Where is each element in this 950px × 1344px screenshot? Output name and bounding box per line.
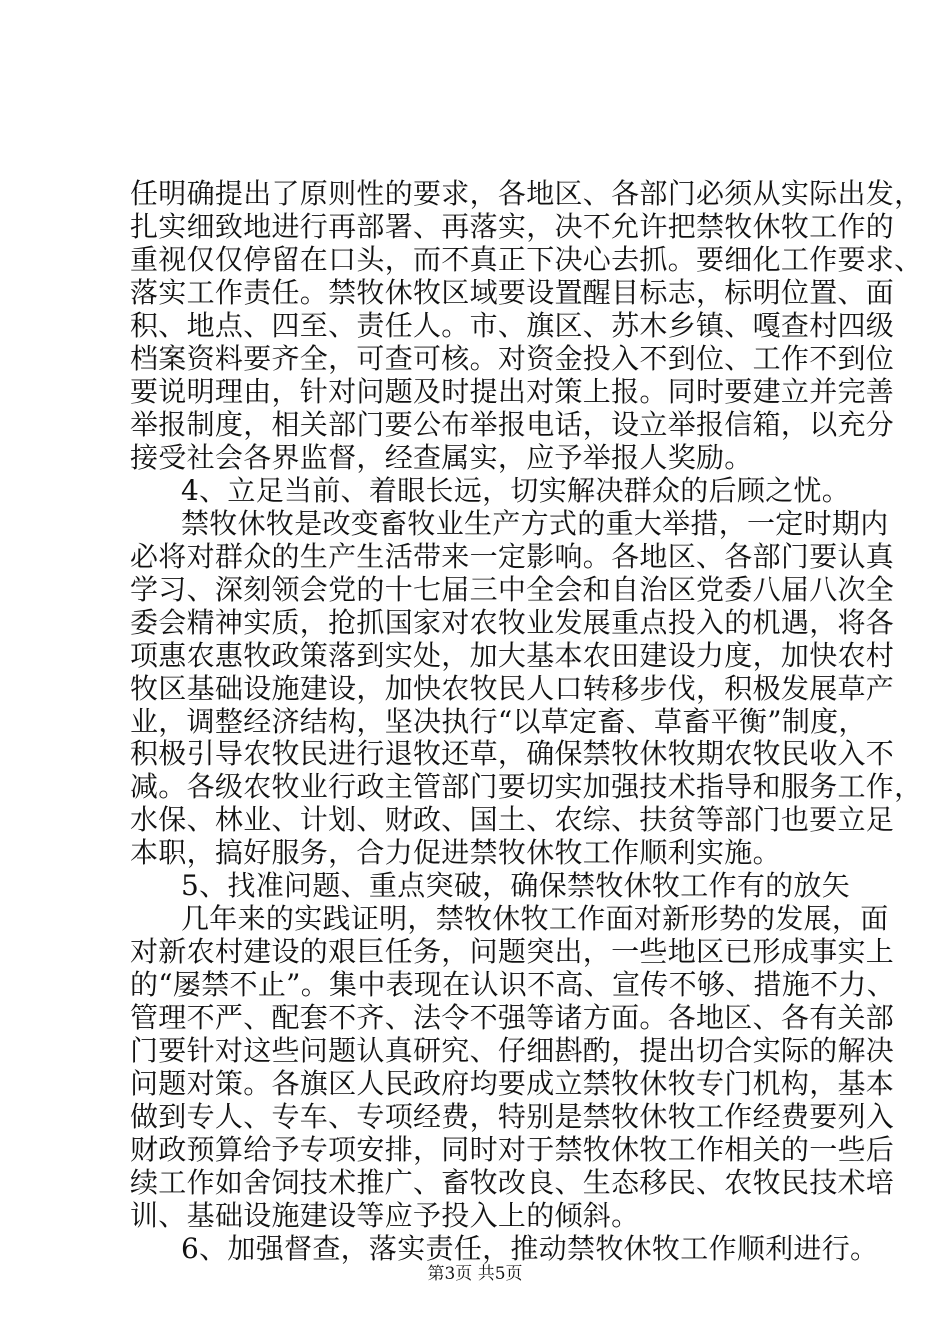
body-text-line: 接受社会各界监督，经查属实，应予举报人奖励。 xyxy=(130,441,753,474)
body-text-line: 必将对群众的生产生活带来一定影响。各地区、各部门要认真 xyxy=(130,540,895,573)
body-text-line: 扎实细致地进行再部署、再落实，决不允许把禁牧休牧工作的 xyxy=(130,210,895,243)
body-text-line: 财政预算给予专项安排，同时对于禁牧休牧工作相关的一些后 xyxy=(130,1133,895,1166)
body-text-line: 落实工作责任。禁牧休牧区域要设置醒目标志，标明位置、面 xyxy=(130,276,895,309)
body-text-line: 业，调整经济结构，坚决执行“以草定畜、草畜平衡”制度， xyxy=(130,705,867,738)
body-text-line: 要说明理由，针对问题及时提出对策上报。同时要建立并完善 xyxy=(130,375,895,408)
body-text-line: 门要针对这些问题认真研究、仔细斟酌，提出切合实际的解决 xyxy=(130,1034,895,1067)
section-heading-4: 4、立足当前、着眼长远，切实解决群众的后顾之忧。 xyxy=(181,474,851,507)
body-text-line: 任明确提出了原则性的要求，各地区、各部门必须从实际出发， xyxy=(130,177,923,210)
body-text-line: 水保、林业、计划、财政、国土、农综、扶贫等部门也要立足 xyxy=(130,803,895,836)
page-number-footer: 第3页 共5页 xyxy=(427,1264,523,1284)
body-text-line: 积极引导农牧民进行退牧还草，确保禁牧休牧期农牧民收入不 xyxy=(130,737,895,770)
body-text-line: 减。各级农牧业行政主管部门要切实加强技术指导和服务工作， xyxy=(130,770,923,803)
body-text-line: 管理不严、配套不齐、法令不强等诸方面。各地区、各有关部 xyxy=(130,1001,895,1034)
body-text-line: 问题对策。各旗区人民政府均要成立禁牧休牧专门机构，基本 xyxy=(130,1067,895,1100)
body-text-line: 的“屡禁不止”。集中表现在认识不高、宣传不够、措施不力、 xyxy=(130,968,896,1001)
body-text-line: 学习、深刻领会党的十七届三中全会和自治区党委八届八次全 xyxy=(130,573,895,606)
section-heading-6: 6、加强督查，落实责任，推动禁牧休牧工作顺利进行。 xyxy=(181,1232,879,1265)
body-text-line: 档案资料要齐全，可查可核。对资金投入不到位、工作不到位 xyxy=(130,342,895,375)
section-heading-5: 5、找准问题、重点突破，确保禁牧休牧工作有的放矢 xyxy=(181,869,851,902)
body-text-line: 举报制度，相关部门要公布举报电话，设立举报信箱，以充分 xyxy=(130,408,895,441)
body-text-line: 训、基础设施建设等应予投入上的倾斜。 xyxy=(130,1199,640,1232)
body-text-line: 续工作如舍饲技术推广、畜牧改良、生态移民、农牧民技术培 xyxy=(130,1166,895,1199)
body-text-line: 牧区基础设施建设，加快农牧民人口转移步伐，积极发展草产 xyxy=(130,672,895,705)
body-text-line: 委会精神实质，抢抓国家对农牧业发展重点投入的机遇，将各 xyxy=(130,606,895,639)
body-text-line: 项惠农惠牧政策落到实处，加大基本农田建设力度，加快农村 xyxy=(130,639,895,672)
body-text-line: 做到专人、专车、专项经费，特别是禁牧休牧工作经费要列入 xyxy=(130,1100,895,1133)
body-text-line: 对新农村建设的艰巨任务，问题突出，一些地区已形成事实上 xyxy=(130,935,895,968)
body-text-line: 积、地点、四至、责任人。市、旗区、苏木乡镇、嘎查村四级 xyxy=(130,309,895,342)
body-text-line: 禁牧休牧是改变畜牧业生产方式的重大举措，一定时期内 xyxy=(181,507,889,540)
body-text-line: 本职，搞好服务，合力促进禁牧休牧工作顺利实施。 xyxy=(130,836,781,869)
body-text-line: 几年来的实践证明，禁牧休牧工作面对新形势的发展，面 xyxy=(181,902,889,935)
body-text-line: 重视仅仅停留在口头，而不真正下决心去抓。要细化工作要求、 xyxy=(130,243,923,276)
